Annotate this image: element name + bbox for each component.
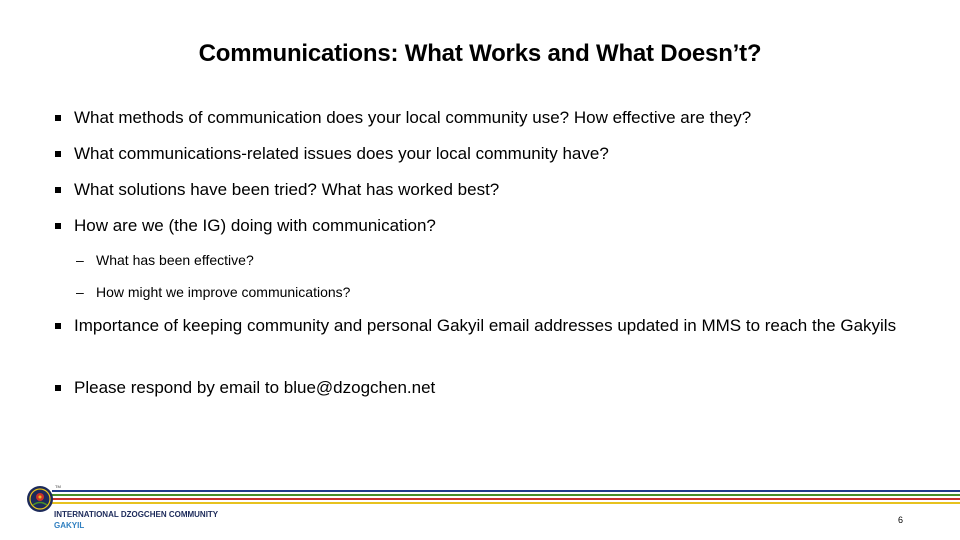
organization-subname: GAKYIL [54, 521, 85, 530]
bullet-list-continued [55, 310, 915, 404]
bullet-list [55, 102, 915, 242]
bullet-text: Please respond by email to blue@dzogchen.net [74, 378, 436, 397]
square-bullet-icon [55, 187, 61, 193]
bullet-item [55, 102, 915, 134]
sub-bullet-text: How might we improve communications? [96, 284, 351, 300]
square-bullet-icon [55, 323, 61, 329]
bullet-item [55, 138, 915, 170]
dzogchen-community-logo-icon [25, 484, 55, 514]
dash-bullet-icon: – [76, 284, 84, 300]
footer-stripes [52, 490, 960, 508]
bullet-text: How are we (the IG) doing with communication? [74, 216, 436, 235]
sub-bullet-item [55, 278, 915, 306]
square-bullet-icon [55, 223, 61, 229]
footer-stripe-red [52, 498, 960, 500]
organization-name: INTERNATIONAL DZOGCHEN COMMUNITY [54, 510, 219, 519]
dash-bullet-icon: – [76, 252, 84, 268]
sub-bullet-text: What has been effective? [96, 252, 254, 268]
square-bullet-icon [55, 385, 61, 391]
bullet-item [55, 372, 915, 404]
bullet-text: What communications-related issues does your local community have? [74, 144, 609, 163]
footer-stripe-blue [52, 490, 960, 492]
sub-bullet-list [55, 246, 915, 306]
bullet-item [55, 310, 915, 342]
page-number: 6 [898, 515, 904, 525]
bullet-text: Importance of keeping community and personal Gakyil email addresses updated in MMS to reach the Gakyils [74, 316, 897, 335]
bullet-text: What methods of communication does your local community use? How effective are they? [74, 108, 752, 127]
slide-title: Communications: What Works and What Doesn’t? [198, 40, 762, 67]
square-bullet-icon [55, 115, 61, 121]
square-bullet-icon [55, 151, 61, 157]
sub-bullet-item [55, 246, 915, 274]
footer-stripe-yellow [52, 502, 960, 504]
trademark-mark: TM [55, 484, 61, 489]
bullet-item [55, 210, 915, 242]
footer-stripe-green [52, 494, 960, 496]
bullet-item [55, 174, 915, 206]
slide-content [55, 102, 915, 408]
bullet-text: What solutions have been tried? What has worked best? [74, 180, 500, 199]
